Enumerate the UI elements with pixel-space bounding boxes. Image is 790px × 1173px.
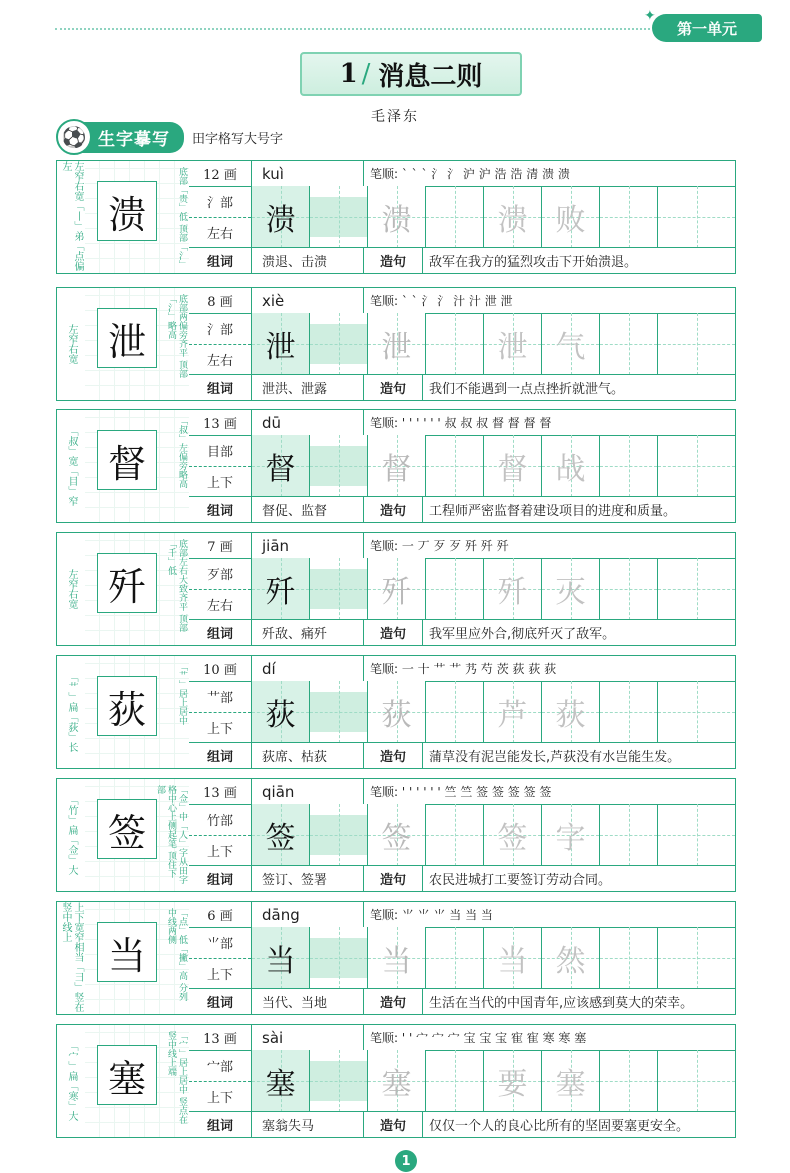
practice-cell-trace[interactable] xyxy=(368,804,426,866)
stroke-tip: 「叔」左偏旁略高 xyxy=(177,416,187,488)
stroke-count: 7 画 xyxy=(189,533,252,558)
model-char-area xyxy=(85,288,189,400)
practice-grid xyxy=(189,656,735,768)
radical: 目部 xyxy=(189,435,251,467)
stroke-tip: 「佥」中「人」字从田字格中心上侧起笔 顶住下部 xyxy=(155,785,187,884)
practice-cell-trace[interactable] xyxy=(542,186,600,248)
practice-grid xyxy=(189,410,735,522)
zuci-label: 组词 xyxy=(189,1112,252,1137)
practice-cell-blank[interactable] xyxy=(600,313,658,375)
stroke-order: 笔顺: ' ' 宀 宀 宀 宝 宝 宝 寉 寉 寒 寒 塞 xyxy=(370,1031,587,1045)
info-row xyxy=(189,161,735,187)
stroke-order: 笔顺: 一 十 艹 艹 艿 芍 茨 荻 荻 荻 xyxy=(370,662,557,676)
trace-char: 溃 xyxy=(497,203,528,238)
structure: 上下 xyxy=(206,845,233,861)
zuci-label: 组词 xyxy=(189,989,252,1014)
section-title: 生字摹写 xyxy=(82,122,184,153)
radical: 宀部 xyxy=(189,1050,251,1082)
practice-cell-blank[interactable] xyxy=(426,435,484,497)
writing-row xyxy=(189,681,735,743)
zaoju-label: 造句 xyxy=(364,743,423,768)
practice-cell-trace[interactable] xyxy=(484,1050,542,1112)
lesson-number: 1 xyxy=(339,59,358,89)
zaoju-label: 造句 xyxy=(364,1112,423,1137)
practice-cells xyxy=(252,804,735,866)
structure-note: 「竹」扁「佥」大 xyxy=(66,795,77,875)
writing-row xyxy=(189,435,735,497)
zuci-label: 组词 xyxy=(189,743,252,768)
practice-cell-trace[interactable] xyxy=(484,313,542,375)
practice-cell-blank[interactable] xyxy=(658,435,735,497)
char-card xyxy=(56,1024,736,1138)
stroke-tip: 「点」低「撇」高 分列中线两侧 xyxy=(166,908,187,1001)
practice-cell-blank[interactable] xyxy=(426,681,484,743)
practice-cell-blank[interactable] xyxy=(658,1050,735,1112)
stroke-tip: 底部左右大致齐平 顶部「千」低 xyxy=(166,539,187,632)
zuci-label: 组词 xyxy=(189,620,252,645)
practice-cells xyxy=(252,435,735,497)
practice-cells xyxy=(252,927,735,989)
practice-char: 督 xyxy=(265,452,296,487)
structure-note: 「宀」扁「寒」大 xyxy=(66,1041,77,1121)
practice-cell-blank[interactable] xyxy=(310,927,368,989)
pinyin: sài xyxy=(252,1025,364,1050)
practice-char: 溃 xyxy=(265,203,296,238)
practice-cell-blank[interactable] xyxy=(310,186,368,248)
sentence: 农民进城打工要签订劳动合同。 xyxy=(429,873,612,888)
lesson-title-text: 消息二则 xyxy=(378,61,483,92)
model-char-area xyxy=(85,779,189,891)
star-icon: ✦ xyxy=(644,8,656,24)
model-char: 歼 xyxy=(97,553,157,613)
practice-cell-blank[interactable] xyxy=(600,681,658,743)
stroke-tip: 底部「贵」低 顶部「氵」 xyxy=(177,167,187,269)
model-char: 溃 xyxy=(97,181,157,241)
radical-structure xyxy=(189,558,252,620)
trace-char: 荻 xyxy=(381,698,412,733)
radical-structure xyxy=(189,435,252,497)
words: 当代、当地 xyxy=(252,989,364,1014)
trace-char: 歼 xyxy=(497,575,528,610)
zaoju-label: 造句 xyxy=(364,248,423,273)
section-header xyxy=(56,120,283,154)
sentence: 敌军在我方的猛烈攻击下开始溃退。 xyxy=(429,255,638,270)
practice-char: 荻 xyxy=(265,698,296,733)
radical: 氵部 xyxy=(189,186,251,218)
words: 歼敌、痛歼 xyxy=(252,620,364,645)
char-card xyxy=(56,655,736,769)
structure: 左右 xyxy=(206,599,233,615)
practice-grid xyxy=(189,533,735,645)
practice-cell-trace[interactable] xyxy=(368,186,426,248)
structure-note: 上下宽窄相当「彐」竖在竖中线上 xyxy=(60,902,83,1012)
trace-char: 歼 xyxy=(381,575,412,610)
soccer-ball-icon: ⚽ xyxy=(56,119,92,155)
practice-cell-blank[interactable] xyxy=(426,927,484,989)
structure-note: 左窄右宽 xyxy=(66,324,77,364)
practice-cell-trace[interactable] xyxy=(542,435,600,497)
stroke-tip: 「宀」居上居中 竖点在竖中线上端 xyxy=(166,1031,187,1124)
info-row xyxy=(189,779,735,805)
trace-char: 荻 xyxy=(555,698,586,733)
page-number: 1 xyxy=(395,1150,417,1172)
zuci-label: 组词 xyxy=(189,248,252,273)
practice-grid xyxy=(189,1025,735,1137)
words: 溃退、击溃 xyxy=(252,248,364,273)
zaoju-label: 造句 xyxy=(364,497,423,522)
stroke-count: 6 画 xyxy=(189,902,252,927)
practice-cell-trace[interactable] xyxy=(484,558,542,620)
trace-char: 签 xyxy=(381,821,412,856)
sentence: 仅仅一个人的良心比所有的坚固要塞更安全。 xyxy=(429,1119,690,1134)
stroke-count: 13 画 xyxy=(189,1025,252,1050)
practice-grid xyxy=(189,902,735,1014)
char-card xyxy=(56,901,736,1015)
practice-grid xyxy=(189,161,735,273)
practice-char: 塞 xyxy=(265,1067,296,1102)
practice-cell-blank[interactable] xyxy=(426,558,484,620)
practice-cell-trace[interactable] xyxy=(542,927,600,989)
structure: 上下 xyxy=(206,722,233,738)
practice-cell-blank[interactable] xyxy=(600,435,658,497)
practice-cell-trace[interactable] xyxy=(542,804,600,866)
writing-row xyxy=(189,1050,735,1112)
practice-cell-blank[interactable] xyxy=(658,681,735,743)
practice-cell-blank[interactable] xyxy=(310,804,368,866)
practice-cell-blank[interactable] xyxy=(658,186,735,248)
zaoju-label: 造句 xyxy=(364,989,423,1014)
radical: 艹部 xyxy=(189,681,251,713)
trace-char: 泄 xyxy=(497,330,528,365)
practice-cell-blank[interactable] xyxy=(310,313,368,375)
zaoju-label: 造句 xyxy=(364,620,423,645)
writing-row xyxy=(189,927,735,989)
trace-char: 督 xyxy=(381,452,412,487)
stroke-order: 笔顺: ` ` ` 氵 氵 沪 沪 浩 浩 清 溃 溃 xyxy=(370,167,570,181)
structure: 左右 xyxy=(206,354,233,370)
zuci-label: 组词 xyxy=(189,497,252,522)
practice-cell-trace[interactable] xyxy=(542,681,600,743)
practice-cells xyxy=(252,1050,735,1112)
radical: 氵部 xyxy=(189,313,251,345)
usage-row xyxy=(189,988,735,1014)
radical: 歹部 xyxy=(189,558,251,590)
practice-char: 泄 xyxy=(265,330,296,365)
structure: 上下 xyxy=(206,968,233,984)
practice-cell-trace[interactable] xyxy=(542,313,600,375)
practice-char: 歼 xyxy=(265,575,296,610)
unit-badge xyxy=(644,8,762,42)
model-char-area xyxy=(85,410,189,522)
practice-cell-trace[interactable] xyxy=(368,558,426,620)
structure-note: 左窄右宽「丨」弟「点偏左 xyxy=(60,161,83,271)
pinyin: kuì xyxy=(252,161,364,186)
practice-cell-model xyxy=(252,186,310,248)
practice-cells xyxy=(252,313,735,375)
stroke-order: 笔顺: 一 丆 歹 歹 歼 歼 歼 xyxy=(370,539,509,553)
stroke-order: 笔顺: ` ` 氵 氵 汁 汁 泄 泄 xyxy=(370,294,513,308)
structure: 左右 xyxy=(206,227,233,243)
sentence: 蒲草没有泥岂能发长,芦荻没有水岂能生发。 xyxy=(429,750,681,765)
sentence: 生活在当代的中国青年,应该感到莫大的荣幸。 xyxy=(429,996,694,1011)
model-char-area xyxy=(85,161,189,273)
model-char: 当 xyxy=(97,922,157,982)
practice-cell-blank[interactable] xyxy=(310,435,368,497)
sentence: 我们不能遇到一点点挫折就泄气。 xyxy=(429,382,625,397)
practice-cell-blank[interactable] xyxy=(600,804,658,866)
practice-cell-model xyxy=(252,927,310,989)
practice-cell-blank[interactable] xyxy=(426,804,484,866)
trace-char: 芦 xyxy=(497,698,528,733)
pinyin: dāng xyxy=(252,902,364,927)
trace-char: 气 xyxy=(555,330,586,365)
practice-cell-model xyxy=(252,681,310,743)
practice-char: 签 xyxy=(265,821,296,856)
model-char-area xyxy=(85,533,189,645)
model-char: 荻 xyxy=(97,676,157,736)
model-char: 签 xyxy=(97,799,157,859)
practice-cell-blank[interactable] xyxy=(658,313,735,375)
practice-cell-blank[interactable] xyxy=(658,804,735,866)
practice-char: 当 xyxy=(265,944,296,979)
stroke-count: 13 画 xyxy=(189,779,252,804)
model-char: 塞 xyxy=(97,1045,157,1105)
info-row xyxy=(189,410,735,436)
words: 督促、监督 xyxy=(252,497,364,522)
trace-char: 战 xyxy=(555,452,586,487)
practice-cell-blank[interactable] xyxy=(600,927,658,989)
info-row xyxy=(189,533,735,559)
char-card xyxy=(56,160,736,274)
practice-cell-blank[interactable] xyxy=(310,1050,368,1112)
structure-note: 「叔」宽「目」窄 xyxy=(66,426,77,506)
writing-row xyxy=(189,186,735,248)
practice-cell-trace[interactable] xyxy=(542,1050,600,1112)
stroke-count: 13 画 xyxy=(189,410,252,435)
practice-cells xyxy=(252,558,735,620)
info-row xyxy=(189,902,735,928)
radical-structure xyxy=(189,681,252,743)
slash-icon: / xyxy=(361,59,371,89)
stroke-order: 笔顺: ' ' ' ' ' ' 叔 叔 叔 督 督 督 督 xyxy=(370,416,552,430)
trace-char: 塞 xyxy=(381,1067,412,1102)
lesson-title xyxy=(300,52,522,96)
trace-char: 溃 xyxy=(381,203,412,238)
practice-cell-model xyxy=(252,804,310,866)
words: 荻席、枯荻 xyxy=(252,743,364,768)
stroke-count: 12 画 xyxy=(189,161,252,186)
practice-cell-blank[interactable] xyxy=(600,558,658,620)
stroke-tip: 底部两偏旁齐平 顶部「氵」略高 xyxy=(166,294,187,378)
trace-char: 督 xyxy=(497,452,528,487)
trace-char: 灭 xyxy=(555,575,586,610)
practice-cell-trace[interactable] xyxy=(368,1050,426,1112)
practice-cell-model xyxy=(252,435,310,497)
trace-char: 当 xyxy=(381,944,412,979)
pinyin: dí xyxy=(252,656,364,681)
info-row xyxy=(189,1025,735,1051)
practice-cell-blank[interactable] xyxy=(426,313,484,375)
practice-cell-model xyxy=(252,313,310,375)
stroke-count: 10 画 xyxy=(189,656,252,681)
practice-cell-trace[interactable] xyxy=(484,927,542,989)
pinyin: xiè xyxy=(252,288,364,313)
structure-note: 「艹」扁「荻」长 xyxy=(66,672,77,752)
practice-cells xyxy=(252,681,735,743)
practice-cell-trace[interactable] xyxy=(368,681,426,743)
info-row xyxy=(189,656,735,682)
char-card xyxy=(56,778,736,892)
writing-row xyxy=(189,313,735,375)
writing-row xyxy=(189,558,735,620)
char-card xyxy=(56,532,736,646)
usage-row xyxy=(189,742,735,768)
trace-char: 然 xyxy=(555,944,586,979)
radical: 竹部 xyxy=(189,804,251,836)
char-card xyxy=(56,287,736,401)
char-card xyxy=(56,409,736,523)
usage-row xyxy=(189,619,735,645)
zaoju-label: 造句 xyxy=(364,375,423,400)
practice-cell-trace[interactable] xyxy=(542,558,600,620)
zaoju-label: 造句 xyxy=(364,866,423,891)
trace-char: 签 xyxy=(497,821,528,856)
trace-char: 败 xyxy=(555,203,586,238)
radical-structure xyxy=(189,1050,252,1112)
practice-cell-trace[interactable] xyxy=(368,927,426,989)
practice-cell-blank[interactable] xyxy=(426,186,484,248)
sentence: 工程师严密监督着建设项目的进度和质量。 xyxy=(429,504,677,519)
trace-char: 当 xyxy=(497,944,528,979)
practice-cell-trace[interactable] xyxy=(484,186,542,248)
pinyin: dū xyxy=(252,410,364,435)
practice-grid xyxy=(189,779,735,891)
structure-note: 左窄右宽 xyxy=(66,569,77,609)
words: 塞翁失马 xyxy=(252,1112,364,1137)
practice-cell-blank[interactable] xyxy=(310,558,368,620)
practice-cell-blank[interactable] xyxy=(310,681,368,743)
practice-cell-model xyxy=(252,558,310,620)
practice-cells xyxy=(252,186,735,248)
practice-cell-trace[interactable] xyxy=(368,435,426,497)
model-char: 督 xyxy=(97,430,157,490)
model-char-area xyxy=(85,656,189,768)
structure: 上下 xyxy=(206,476,233,492)
zuci-label: 组词 xyxy=(189,866,252,891)
model-char-area xyxy=(85,902,189,1014)
usage-row xyxy=(189,374,735,400)
model-char-area xyxy=(85,1025,189,1137)
section-subtitle: 田字格写大号字 xyxy=(192,131,284,147)
pinyin: jiān xyxy=(252,533,364,558)
usage-row xyxy=(189,247,735,273)
practice-grid xyxy=(189,288,735,400)
practice-cell-blank[interactable] xyxy=(658,927,735,989)
words: 泄洪、泄露 xyxy=(252,375,364,400)
stroke-order: 笔顺: ⺌ ⺌ ⺌ 当 当 当 xyxy=(370,908,493,922)
radical: ⺌部 xyxy=(189,927,251,959)
author: 毛泽东 xyxy=(371,109,419,125)
zuci-label: 组词 xyxy=(189,375,252,400)
radical-structure xyxy=(189,804,252,866)
header-dotted-line xyxy=(55,28,650,30)
practice-cell-trace[interactable] xyxy=(484,435,542,497)
practice-cell-model xyxy=(252,1050,310,1112)
trace-char: 字 xyxy=(555,821,586,856)
writing-row xyxy=(189,804,735,866)
info-row xyxy=(189,288,735,314)
usage-row xyxy=(189,496,735,522)
practice-cell-blank[interactable] xyxy=(658,558,735,620)
unit-label: 第一单元 xyxy=(676,19,737,38)
pinyin: qiān xyxy=(252,779,364,804)
practice-cell-blank[interactable] xyxy=(600,1050,658,1112)
radical-structure xyxy=(189,186,252,248)
stroke-tip: 「艹」居上居中 xyxy=(177,662,187,725)
stroke-order: 笔顺: ' ' ' ' ' ' 竺 竺 签 签 签 签 签 xyxy=(370,785,552,799)
sentence: 我军里应外合,彻底歼灭了敌军。 xyxy=(429,627,616,642)
radical-structure xyxy=(189,313,252,375)
practice-cell-trace[interactable] xyxy=(368,313,426,375)
practice-cell-blank[interactable] xyxy=(600,186,658,248)
trace-char: 泄 xyxy=(381,330,412,365)
stroke-count: 8 画 xyxy=(189,288,252,313)
usage-row xyxy=(189,865,735,891)
usage-row xyxy=(189,1111,735,1137)
practice-cell-blank[interactable] xyxy=(426,1050,484,1112)
radical-structure xyxy=(189,927,252,989)
trace-char: 要 xyxy=(497,1067,528,1102)
words: 签订、签署 xyxy=(252,866,364,891)
trace-char: 塞 xyxy=(555,1067,586,1102)
model-char: 泄 xyxy=(97,308,157,368)
practice-cell-trace[interactable] xyxy=(484,804,542,866)
practice-cell-trace[interactable] xyxy=(484,681,542,743)
structure: 上下 xyxy=(206,1091,233,1107)
